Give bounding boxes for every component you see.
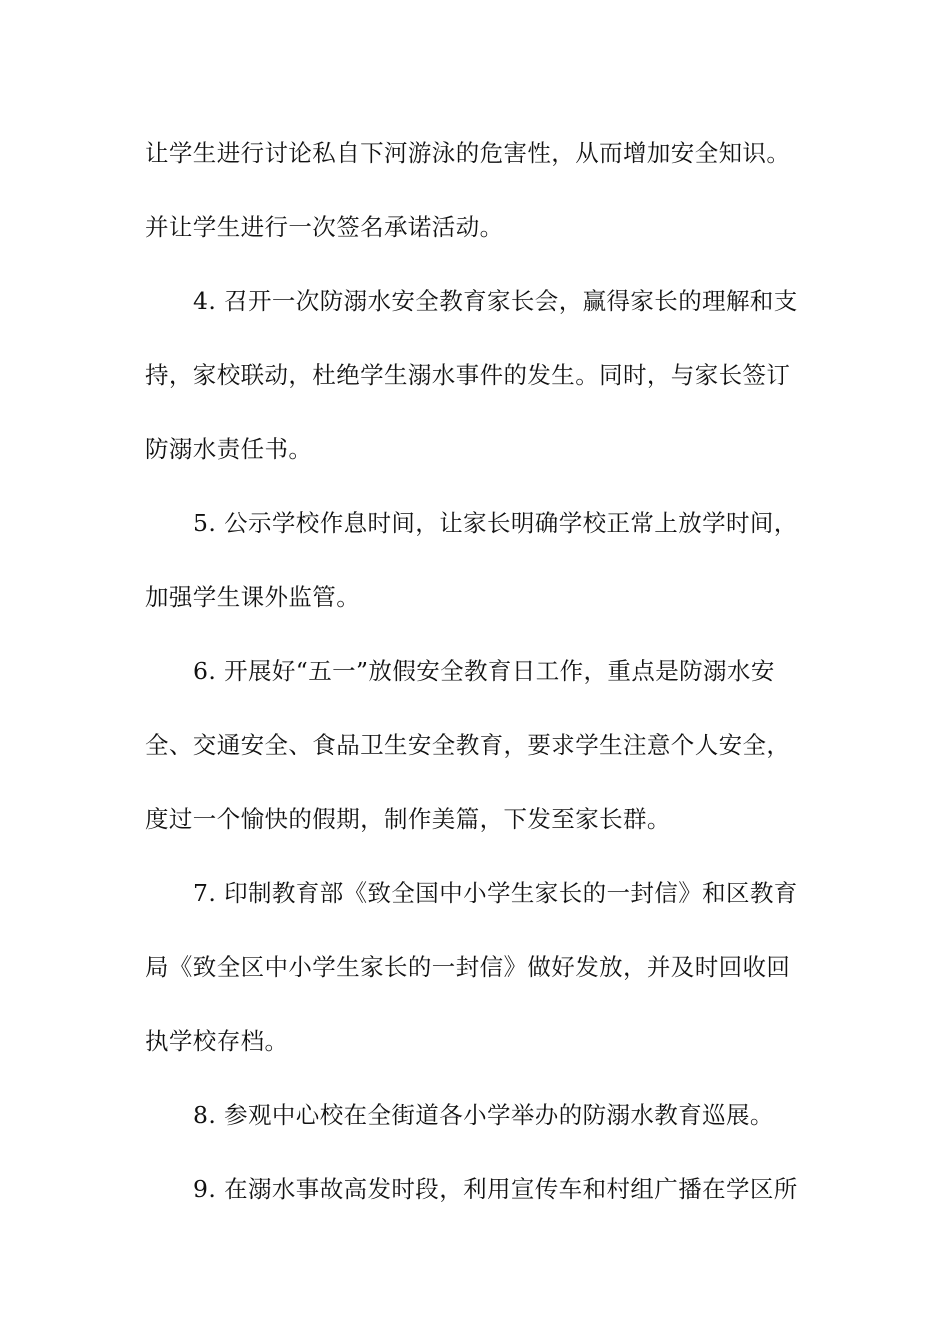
text-line: 防溺水责任书。	[145, 435, 313, 463]
paragraph-item-4-start: 4. 召开一次防溺水安全教育家长会，赢得家长的理解和支	[193, 287, 798, 315]
text-line: 全、交通安全、食品卫生安全教育，要求学生注意个人安全，	[145, 731, 791, 759]
paragraph-item-7-start: 7. 印制教育部《致全国中小学生家长的一封信》和区教育	[193, 879, 798, 907]
text-line: 度过一个愉快的假期，制作美篇，下发至家长群。	[145, 805, 671, 833]
paragraph-item-6-start: 6. 开展好“五一”放假安全教育日工作，重点是防溺水安	[193, 657, 775, 685]
text-line: 让学生进行讨论私自下河游泳的危害性，从而增加安全知识。	[145, 139, 791, 167]
text-line: 加强学生课外监管。	[145, 583, 361, 611]
text-line: 持，家校联动，杜绝学生溺水事件的发生。同时，与家长签订	[145, 361, 791, 389]
text-line: 执学校存档。	[145, 1027, 289, 1055]
paragraph-item-9-start: 9. 在溺水事故高发时段，利用宣传车和村组广播在学区所	[193, 1175, 798, 1203]
paragraph-item-5-start: 5. 公示学校作息时间，让家长明确学校正常上放学时间，	[193, 509, 798, 537]
text-line: 局《致全区中小学生家长的一封信》做好发放，并及时回收回	[145, 953, 791, 981]
paragraph-item-8: 8. 参观中心校在全街道各小学举办的防溺水教育巡展。	[193, 1101, 774, 1129]
text-line: 并让学生进行一次签名承诺活动。	[145, 213, 504, 241]
